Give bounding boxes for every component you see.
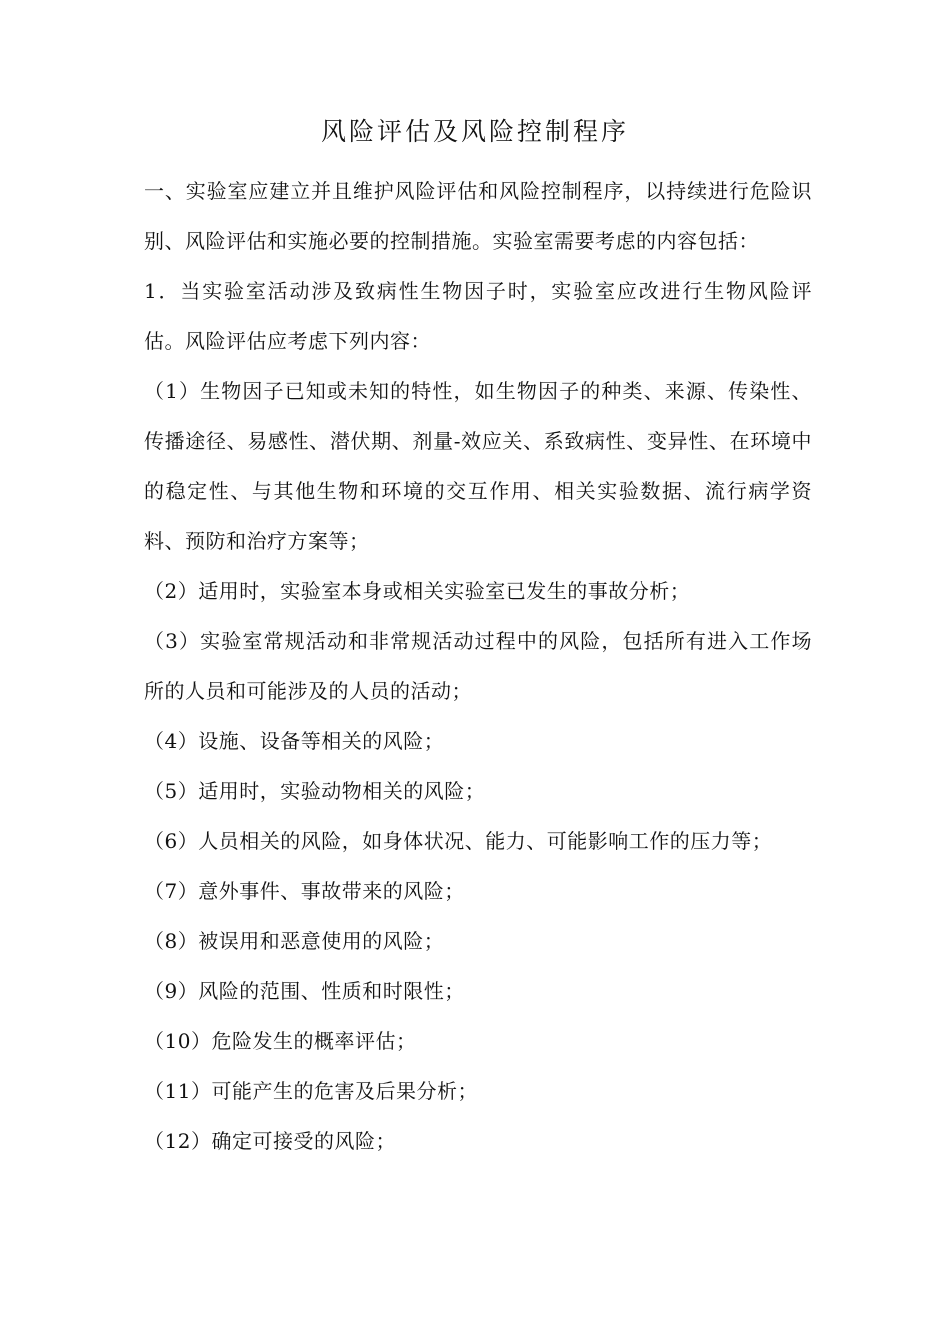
list-item-2: （2）适用时，实验室本身或相关实验室已发生的事故分析；	[144, 579, 691, 603]
list-item-5: （5）适用时，实验动物相关的风险；	[144, 779, 486, 803]
list-item-9: （9）风险的范围、性质和时限性；	[144, 979, 465, 1003]
document-title: 风险评估及风险控制程序	[320, 117, 629, 146]
list-item-11: （11）可能产生的危害及后果分析；	[144, 1079, 478, 1103]
document-body	[144, 166, 812, 1166]
list-item-8: （8）被误用和恶意使用的风险；	[144, 929, 445, 953]
list-item-7: （7）意外事件、事故带来的风险；	[144, 879, 465, 903]
list-item-10: （10）危险发生的概率评估；	[144, 1029, 417, 1053]
list-item-12: （12）确定可接受的风险；	[144, 1129, 396, 1153]
paragraph-intro: 一、实验室应建立并且维护风险评估和风险控制程序，以持续进行危险识别、风险评估和实施必要的控制措施。实验室需要考虑的内容包括：	[144, 179, 812, 253]
list-item-3: （3）实验室常规活动和非常规活动过程中的风险，包括所有进入工作场所的人员和可能涉及的人员的活动；	[144, 629, 812, 703]
list-item-4: （4）设施、设备等相关的风险；	[144, 729, 445, 753]
list-item-6: （6）人员相关的风险，如身体状况、能力、可能影响工作的压力等；	[144, 829, 773, 853]
list-item-1: （1）生物因子已知或未知的特性，如生物因子的种类、来源、传染性、传播途径、易感性、潜伏期、剂量-效应关、系致病性、变异性、在环境中的稳定性、与其他生物和环境的交互作用、相关实验数据、流行病学资料、预防和治疗方案等；	[144, 379, 812, 553]
paragraph-item-1: 1．当实验室活动涉及致病性生物因子时，实验室应改进行生物风险评估。风险评估应考虑下列内容：	[144, 279, 812, 353]
